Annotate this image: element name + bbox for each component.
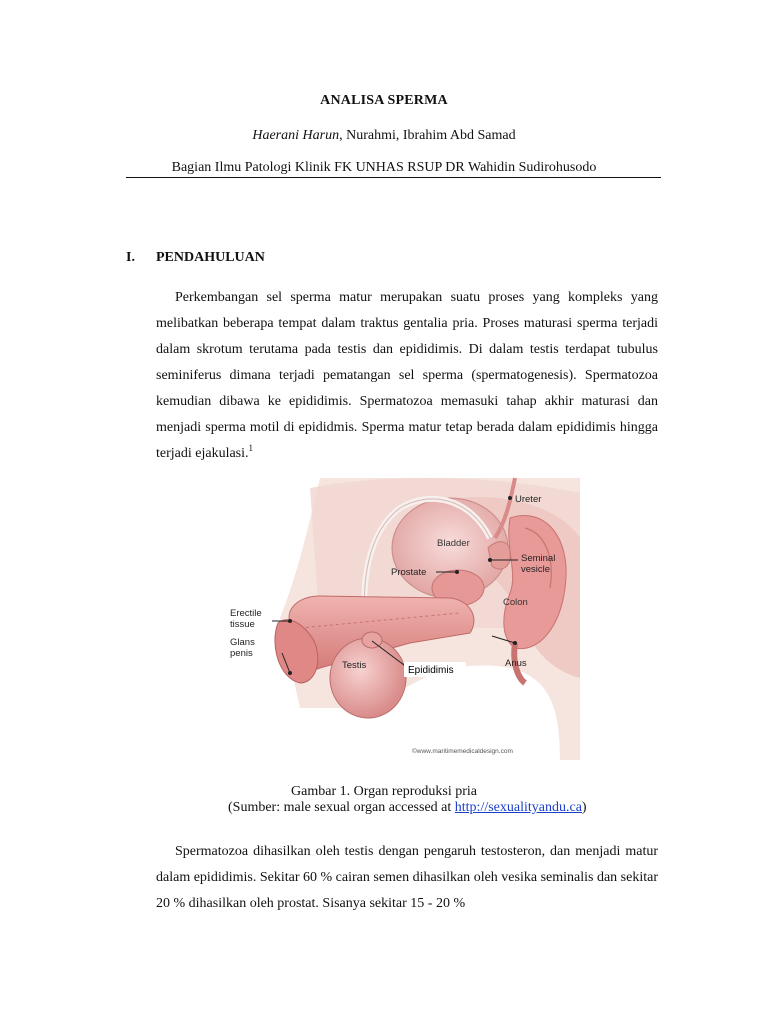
label-glans-line2: penis — [230, 648, 253, 659]
figure-caption: Gambar 1. Organ reproduksi pria — [291, 784, 477, 799]
label-colon: Colon — [503, 597, 528, 608]
header-divider — [126, 177, 661, 178]
label-ureter: Ureter — [515, 494, 542, 505]
label-erectile-line2: tissue — [230, 619, 255, 630]
body-paragraph: Spermatozoa dihasilkan oleh testis dengan pengaruh testosteron, dan menjadi matur dalam epididimis. Sekitar 60 % cairan semen dihasilkan oleh vesika seminalis dan sekitar 20 % dihasilkan oleh prostat. Sisanya sekitar 15 - 20 % — [156, 844, 658, 911]
source-prefix: (Sumber: male sexual organ accessed at — [228, 800, 455, 815]
label-prostate: Prostate — [391, 567, 427, 578]
figure-credit: ©www.maritimemedicaldesign.com — [412, 748, 513, 755]
label-epididimis: Epididimis — [408, 665, 454, 676]
author-line — [0, 128, 768, 144]
label-anus: Anus — [505, 658, 527, 669]
male-reproductive-organ-figure — [230, 478, 580, 760]
figure-source — [228, 800, 587, 816]
label-seminal-vesicle-line1: Seminal — [521, 553, 556, 564]
label-testis: Testis — [342, 660, 367, 671]
lead-author: Haerani Harun — [252, 128, 340, 143]
label-erectile-line1: Erectile — [230, 608, 262, 619]
label-bladder: Bladder — [437, 538, 470, 549]
affiliation: Bagian Ilmu Patologi Klinik FK UNHAS RSUP DR Wahidin Sudirohusodo — [171, 160, 597, 175]
section-title: PENDAHULUAN — [156, 250, 265, 265]
paragraph-text: Perkembangan sel sperma matur merupakan suatu proses yang kompleks yang melibatkan beberapa tempat dalam traktus gentalia pria. Proses maturasi sperma terjadi dalam skrotum terutama pada testis dan epididimis. Di dalam testis terdapat tubulus seminiferus dimana terjadi pematangan sel sperma (spermatogenesis). Spermatozoa kemudian dibawa ke epididimis. Spermatozoa memasuki tahap akhir maturasi dan menjadi sperma motil di epididmis. Sperma matur tetap berada dalam epididimis hingga terjadi ejakulasi. — [156, 290, 658, 461]
label-seminal-vesicle-line2: vesicle — [521, 564, 551, 575]
label-glans-line1: Glans — [230, 637, 255, 648]
source-link[interactable]: http://sexualityandu.ca — [454, 800, 582, 815]
co-authors: , Nurahmi, Ibrahim Abd Samad — [339, 128, 516, 143]
source-suffix: ) — [581, 800, 587, 815]
document-title: ANALISA SPERMA — [320, 93, 448, 108]
introduction-paragraph — [156, 285, 658, 467]
section-number: I. — [126, 250, 135, 265]
footnote-reference: 1 — [248, 443, 254, 453]
